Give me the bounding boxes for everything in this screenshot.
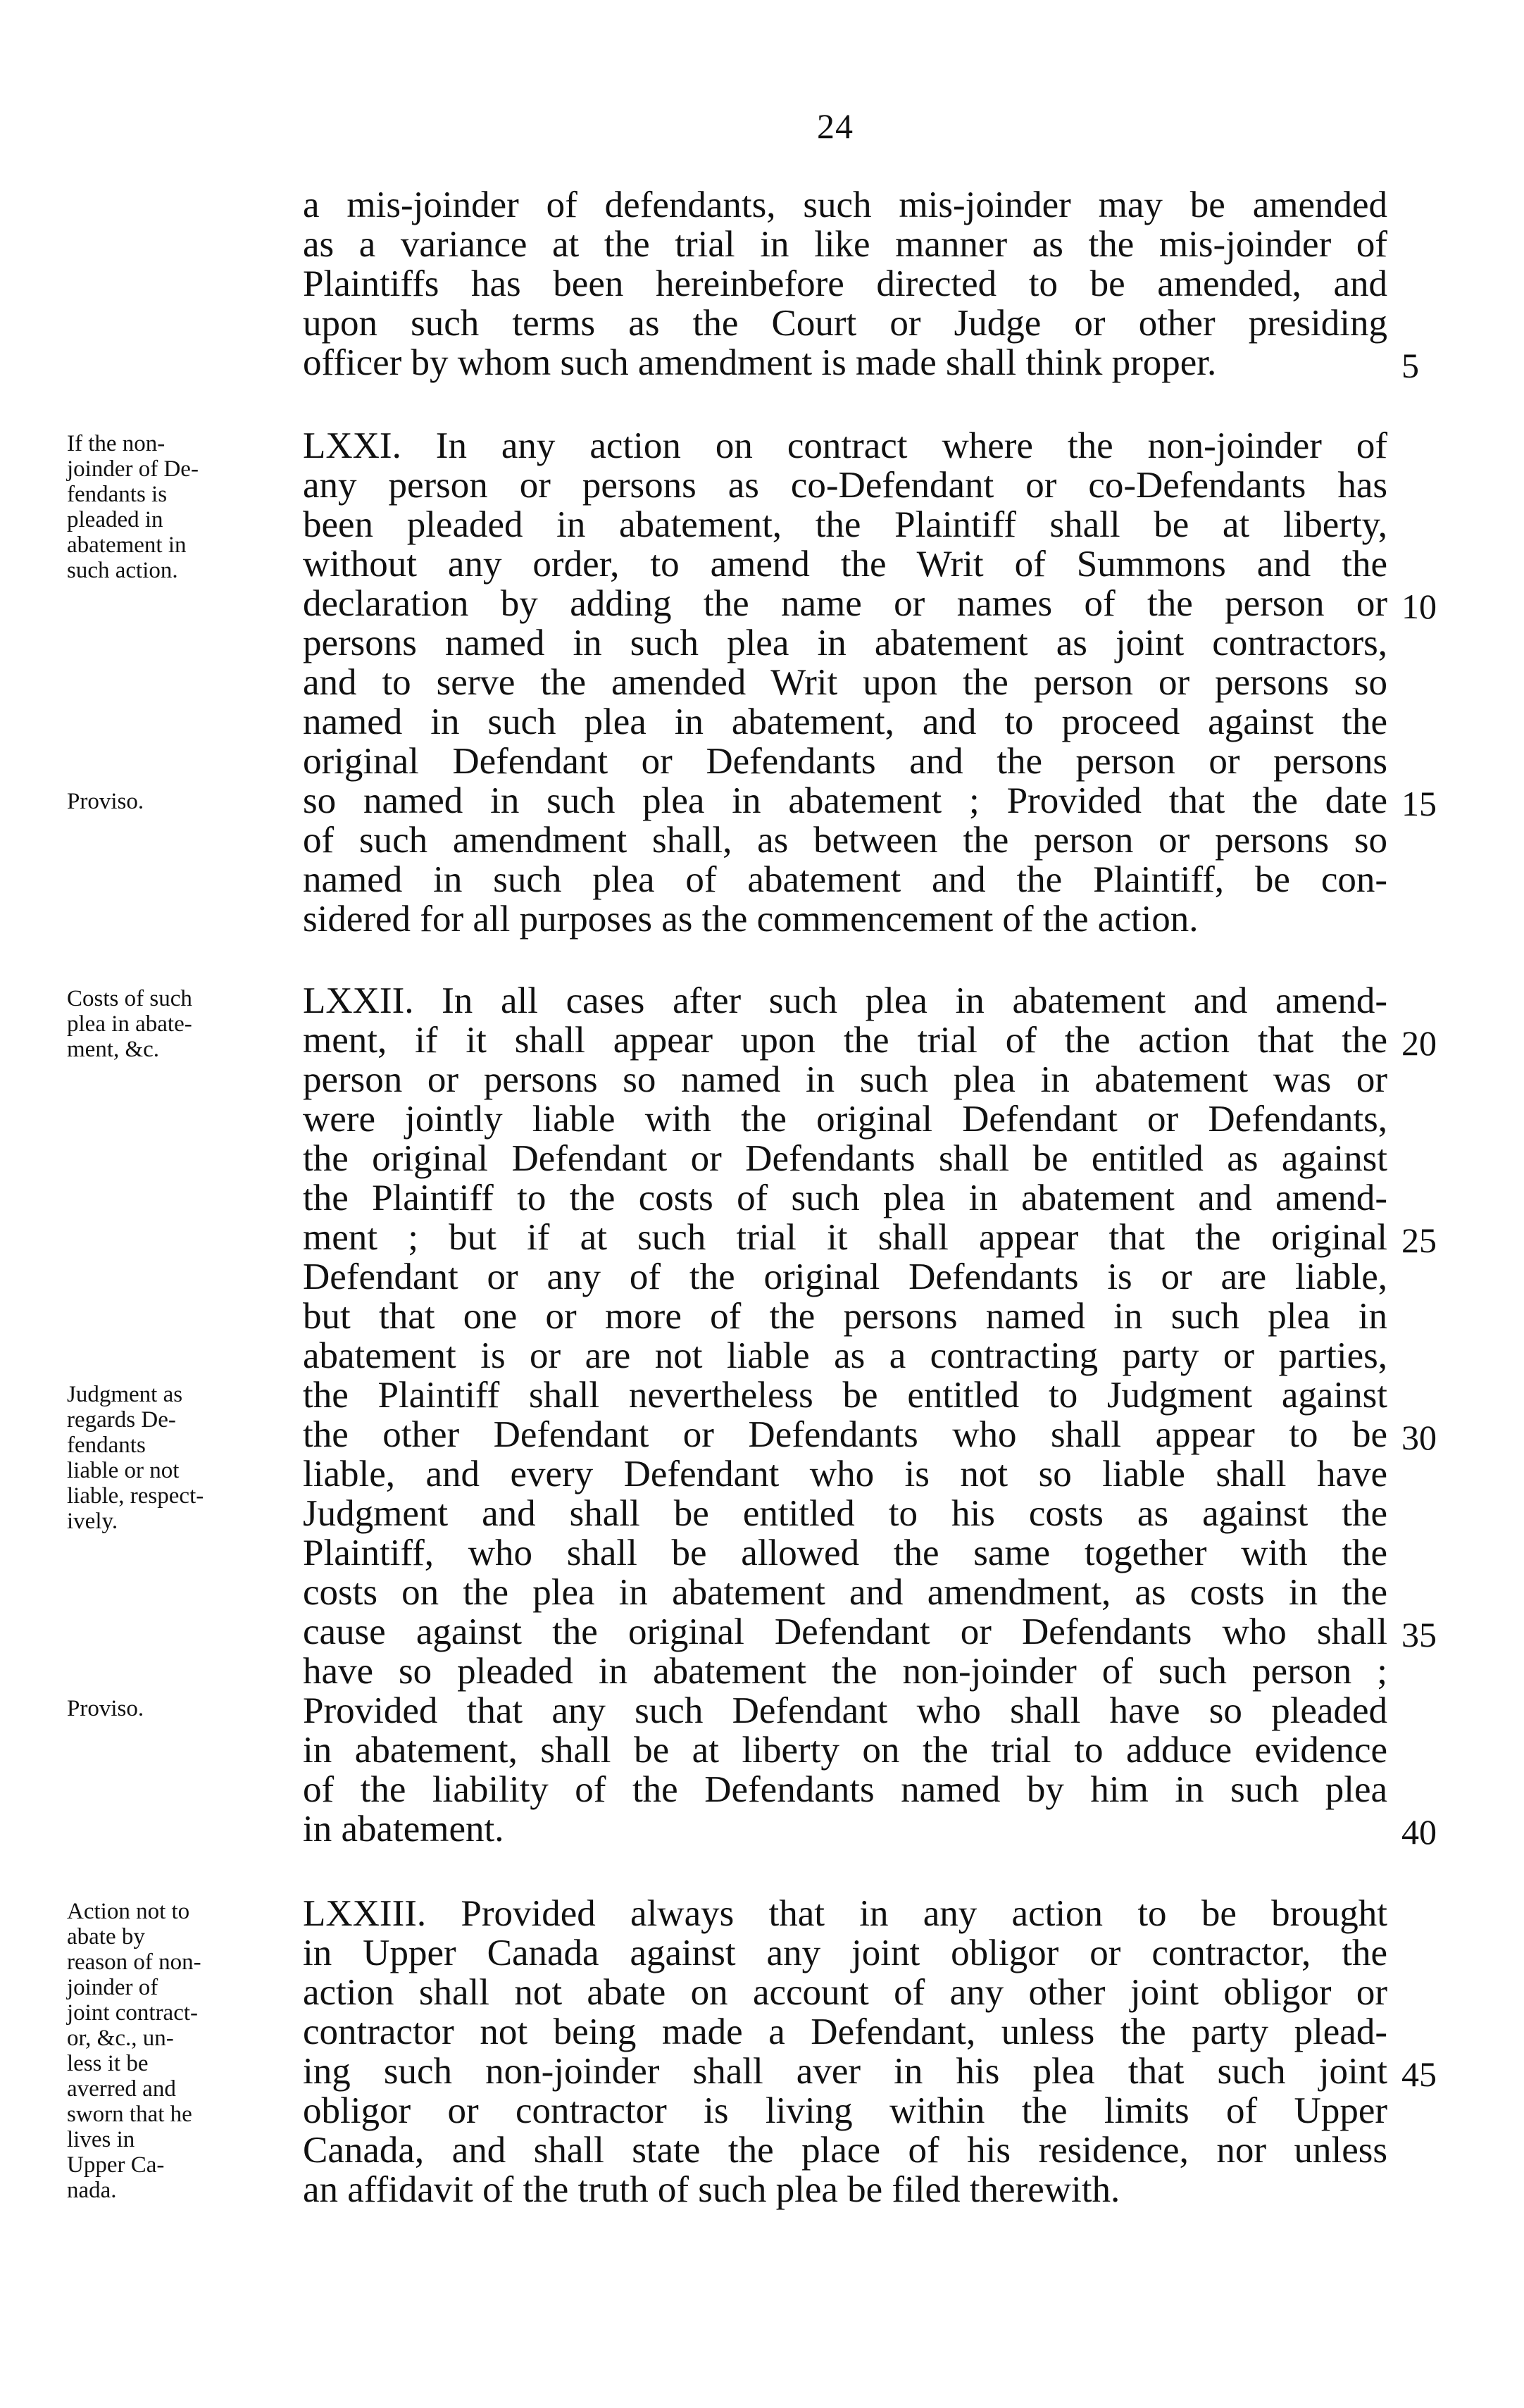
margin-note-proviso-2	[67, 1696, 278, 1721]
body-line: action shall not abate on account of any other joint obligor or	[303, 1972, 1387, 2013]
margin-note-line: sworn that he	[67, 2102, 192, 2127]
body-line: have so pleaded in abatement the non-joinder of such person ;	[303, 1651, 1387, 1692]
margin-note-line: Proviso.	[67, 1696, 144, 1721]
margin-note-line: ively.	[67, 1509, 118, 1534]
line-number: 40	[1401, 1812, 1437, 1852]
body-line: upon such terms as the Court or Judge or other presiding	[303, 303, 1387, 344]
body-line: liable, and every Defendant who is not so liable shall have	[303, 1454, 1387, 1495]
body-line: sidered for all purposes as the commencement of the action.	[303, 899, 1199, 940]
body-line: in Upper Canada against any joint obligor or contractor, the	[303, 1933, 1387, 1973]
body-line: officer by whom such amendment is made shall think proper.	[303, 342, 1217, 383]
body-line: of the liability of the Defendants named by him in such plea	[303, 1769, 1387, 1810]
body-line: contractor not being made a Defendant, unless the party plead-	[303, 2011, 1387, 2052]
margin-note-line: plea in abate-	[67, 1011, 192, 1037]
body-line: of such amendment shall, as between the person or persons so	[303, 820, 1387, 861]
body-line: Provided that any such Defendant who shall have so pleaded	[303, 1690, 1387, 1731]
body-line: cause against the original Defendant or Defendants who shall	[303, 1611, 1387, 1652]
margin-note-line: joinder of	[67, 1975, 158, 2000]
body-line: abatement is or are not liable as a contracting party or parties,	[303, 1335, 1387, 1376]
margin-note-line: reason of non-	[67, 1950, 201, 1975]
line-number: 15	[1401, 784, 1437, 823]
line-number: 20	[1401, 1023, 1437, 1063]
margin-note-action-not-abate	[67, 1899, 278, 2203]
line-number: 45	[1401, 2054, 1437, 2094]
margin-note-line: averred and	[67, 2076, 176, 2102]
body-line: been pleaded in abatement, the Plaintiff shall be at liberty,	[303, 504, 1387, 545]
margin-note-line: Proviso.	[67, 789, 144, 814]
section-lxxi-start: LXXI. In any action on contract where the non-joinder of	[303, 425, 1387, 466]
body-line: persons named in such plea in abatement as joint contractors,	[303, 623, 1387, 663]
body-line: without any order, to amend the Writ of Summons and the	[303, 544, 1387, 585]
body-line: so named in such plea in abatement ; Provided that the date	[303, 780, 1387, 821]
margin-note-line: such action.	[67, 558, 178, 583]
body-line: declaration by adding the name or names of the person or	[303, 583, 1387, 624]
body-line: ing such non-joinder shall aver in his plea that such joint	[303, 2051, 1387, 2092]
margin-note-line: Judgment as	[67, 1382, 183, 1407]
body-line: Plaintiffs has been hereinbefore directed to be amended, and	[303, 263, 1387, 304]
section-lxxiii-start: LXXIII. Provided always that in any action to be brought	[303, 1893, 1387, 1934]
body-line: Canada, and shall state the place of his residence, nor unless	[303, 2130, 1387, 2171]
body-line: the Plaintiff shall nevertheless be entitled to Judgment against	[303, 1375, 1387, 1416]
body-line: Plaintiff, who shall be allowed the same together with the	[303, 1533, 1387, 1573]
margin-note-line: If the non-	[67, 431, 165, 456]
body-line: costs on the plea in abatement and amendment, as costs in the	[303, 1572, 1387, 1613]
body-line: named in such plea in abatement, and to proceed against the	[303, 701, 1387, 742]
body-line: Judgment and shall be entitled to his costs as against the	[303, 1493, 1387, 1534]
body-line: the other Defendant or Defendants who shall appear to be	[303, 1414, 1387, 1455]
margin-note-line: regards De-	[67, 1407, 176, 1433]
margin-note-line: joint contract-	[67, 2000, 199, 2026]
margin-note-line: pleaded in	[67, 507, 163, 532]
body-line: person or persons so named in such plea in abatement was or	[303, 1059, 1387, 1100]
margin-note-costs	[67, 986, 278, 1062]
margin-note-line: abate by	[67, 1924, 145, 1950]
margin-note-line: Upper Ca-	[67, 2152, 165, 2178]
body-line: ment ; but if at such trial it shall appear that the original	[303, 1217, 1387, 1258]
margin-note-line: lives in	[67, 2127, 135, 2152]
body-line: original Defendant or Defendants and the person or persons	[303, 741, 1387, 782]
line-number: 5	[1401, 346, 1419, 385]
margin-note-non-joinder	[67, 431, 278, 583]
margin-note-line: nada.	[67, 2178, 117, 2203]
body-line: the original Defendant or Defendants shall be entitled as against	[303, 1138, 1387, 1179]
line-number: 35	[1401, 1615, 1437, 1654]
body-line: but that one or more of the persons named in such plea in	[303, 1296, 1387, 1337]
body-line: obligor or contractor is living within the limits of Upper	[303, 2090, 1387, 2131]
margin-note-line: fendants is	[67, 482, 168, 507]
body-line: in abatement, shall be at liberty on the trial to adduce evidence	[303, 1730, 1387, 1771]
margin-note-line: liable, respect-	[67, 1483, 204, 1509]
body-line: an affidavit of the truth of such plea be filed therewith.	[303, 2169, 1120, 2210]
margin-note-line: joinder of De-	[67, 456, 199, 482]
margin-note-line: Costs of such	[67, 986, 192, 1011]
margin-note-proviso-1	[67, 789, 278, 814]
margin-note-line: ment, &c.	[67, 1037, 160, 1062]
body-line: a mis-joinder of defendants, such mis-joinder may be amended	[303, 185, 1387, 225]
margin-note-line: Action not to	[67, 1899, 190, 1924]
body-line: and to serve the amended Writ upon the person or persons so	[303, 662, 1387, 703]
body-line: Defendant or any of the original Defendants is or are liable,	[303, 1256, 1387, 1297]
line-number: 10	[1401, 587, 1437, 626]
margin-note-line: abatement in	[67, 532, 187, 558]
margin-note-judgment	[67, 1382, 278, 1534]
margin-note-line: less it be	[67, 2051, 149, 2076]
margin-note-line: or, &c., un-	[67, 2026, 174, 2051]
body-line: ment, if it shall appear upon the trial of the action that the	[303, 1020, 1387, 1061]
body-line: named in such plea of abatement and the Plaintiff, be con-	[303, 859, 1387, 900]
page-number: 24	[817, 106, 854, 146]
body-line: in abatement.	[303, 1809, 504, 1849]
line-number: 30	[1401, 1418, 1437, 1457]
body-line: any person or persons as co-Defendant or co-Defendants has	[303, 465, 1387, 506]
margin-note-line: fendants	[67, 1433, 146, 1458]
line-number: 25	[1401, 1221, 1437, 1260]
body-line: were jointly liable with the original Defendant or Defendants,	[303, 1099, 1387, 1140]
body-line: the Plaintiff to the costs of such plea in abatement and amend-	[303, 1178, 1387, 1218]
margin-note-line: liable or not	[67, 1458, 180, 1483]
section-lxxii-start: LXXII. In all cases after such plea in abatement and amend-	[303, 980, 1387, 1021]
body-line: as a variance at the trial in like manner as the mis-joinder of	[303, 224, 1387, 265]
